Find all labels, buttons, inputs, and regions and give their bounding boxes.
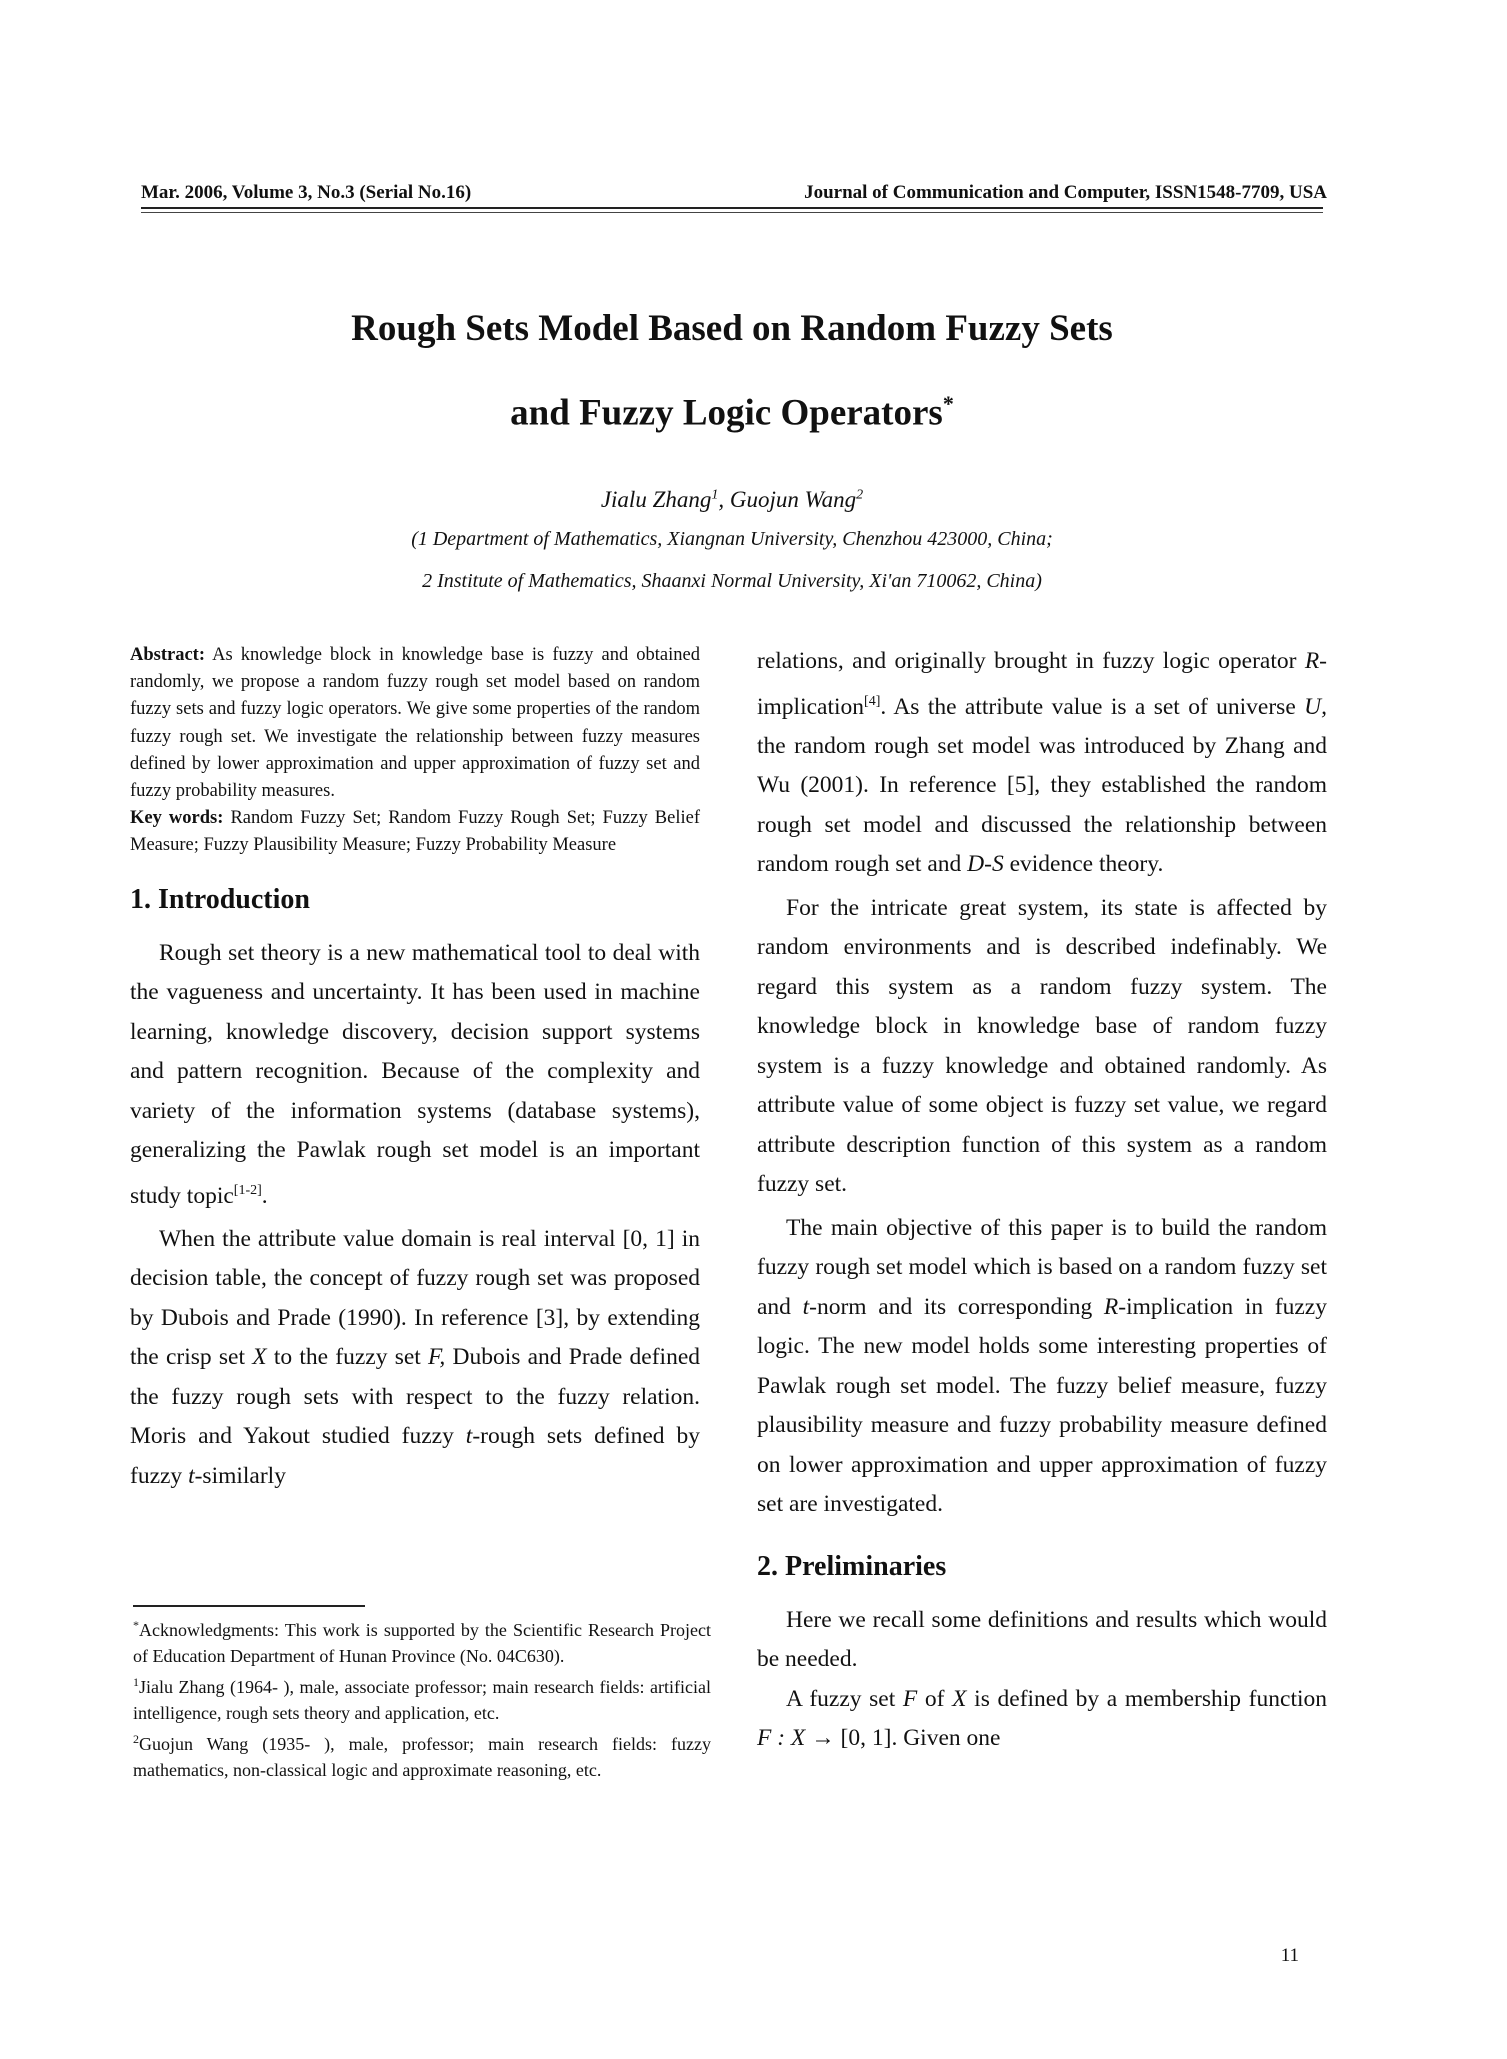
membership-formula: F : X →: [757, 1725, 835, 1752]
paper-title-line-2: and Fuzzy Logic Operators*: [510, 391, 954, 434]
intro-paragraph-4: The main objective of this paper is to build the random fuzzy rough set model which is based on a random fuzzy set and t-norm and its corresponding R-implication in fuzzy logic. The new model holds some interesting properties of Pawlak rough set model. The fuzzy belief measure, fuzzy plausibility measure and fuzzy probability measure defined on lower approximation and upper approximation of fuzzy set are investigated.: [757, 1214, 1327, 1518]
footnote-author-1: $^1$Jialu Zhang (1964- ), male, associate professor; main research fields: artificial intelligence, rough sets theory and application, etc.: [133, 1675, 711, 1723]
abstract: Abstract: As knowledge block in knowledge base is fuzzy and obtained randomly, we propose a random fuzzy rough set model based on random fuzzy sets and fuzzy logic operators. We give some properties of the random fuzzy rough set. We investigate the relationship between fuzzy measures defined by lower approximation and upper approximation of fuzzy set and fuzzy probability measures.: [130, 645, 700, 802]
intro-paragraph-2: When the attribute value domain is real interval [0, 1] in decision table, the concept of fuzzy rough set was proposed by Dubois and Prade (1990). In reference [3], by extending the crisp set X to the fuzzy set F, Dubois and Prade defined the fuzzy rough sets with respect to the fuzzy relation. Moris and Yakout studied fuzzy t-rough sets defined by fuzzy t-similarly: [130, 1225, 700, 1489]
running-header-left: Mar. 2006, Volume 3, No.3 (Serial No.16): [141, 182, 472, 203]
section-heading-introduction: 1. Introduction: [130, 883, 310, 915]
page-number: 11: [1280, 1945, 1299, 1966]
header-rule-thin: [141, 212, 1323, 213]
right-column: [757, 642, 1327, 1759]
header-rule: [141, 207, 1323, 209]
preliminaries-paragraph-1: Here we recall some definitions and results which would be needed.: [757, 1606, 1327, 1673]
intro-paragraph-3: For the intricate great system, its state is affected by random environments and is described indefinably. We regard this system as a random fuzzy system. The knowledge block in knowledge base of random fuzzy system is a fuzzy knowledge and obtained randomly. As attribute value of some object is fuzzy set value, we regard attribute description function of this system as a random fuzzy set.: [757, 894, 1327, 1198]
footnotes: [133, 1612, 711, 1783]
footnote-author-2: $^2$Guojun Wang (1935- ), male, professor; main research fields: fuzzy mathematics, non-classical logic and approximate reasoning, etc.: [133, 1732, 711, 1780]
section-heading-preliminaries: 2. Preliminaries: [757, 1550, 947, 1582]
running-header-right: Journal of Communication and Computer, ISSN1548-7709, USA: [804, 182, 1327, 203]
author-list: Jialu Zhang$^1$, Guojun Wang$^2$: [600, 487, 864, 512]
footnote-rule: [133, 1605, 365, 1607]
author-1: Jialu Zhang: [600, 487, 712, 512]
intro-paragraph-2-continued: relations, and originally brought in fuzzy logic operator R-implication[4]. As the attribute value is a set of universe U, the random rough set model was introduced by Zhang and Wu (2001). In reference [5], they established the random rough set model and discussed the relationship between random rough set and D-S evidence theory.: [757, 648, 1327, 878]
keywords: Key words: Random Fuzzy Set; Random Fuzzy Rough Set; Fuzzy Belief Measure; Fuzzy Plausibility Measure; Fuzzy Probability Measure: [130, 808, 700, 856]
abstract-label: Abstract:: [130, 645, 206, 665]
paper-title-line-1: Rough Sets Model Based on Random Fuzzy Sets: [351, 308, 1113, 349]
footnote-acknowledgments: *Acknowledgments: This work is supported by the Scientific Research Project of Education Department of Hunan Province (No. 04C630).: [133, 1618, 711, 1666]
title-footnote-mark: *: [942, 391, 954, 416]
affiliation-2: 2 Institute of Mathematics, Shaanxi Normal University, Xi'an 710062, China): [422, 570, 1042, 592]
author-2: Guojun Wang: [729, 487, 857, 512]
keywords-label: Key words:: [130, 808, 224, 829]
intro-paragraph-1: Rough set theory is a new mathematical tool to deal with the vagueness and uncertainty. It has been used in machine learning, knowledge discovery, decision support systems and pattern recognition. Because of the complexity and variety of the information systems (database systems), generalizing the Pawlak rough set model is an important study topic[1-2].: [130, 939, 700, 1209]
affiliation-1: (1 Department of Mathematics, Xiangnan University, Chenzhou 423000, China;: [411, 528, 1053, 550]
preliminaries-paragraph-2: A fuzzy set F of X is defined by a membership function F : X → [0, 1]. Given one: [757, 1685, 1327, 1752]
left-column: [130, 642, 700, 1496]
